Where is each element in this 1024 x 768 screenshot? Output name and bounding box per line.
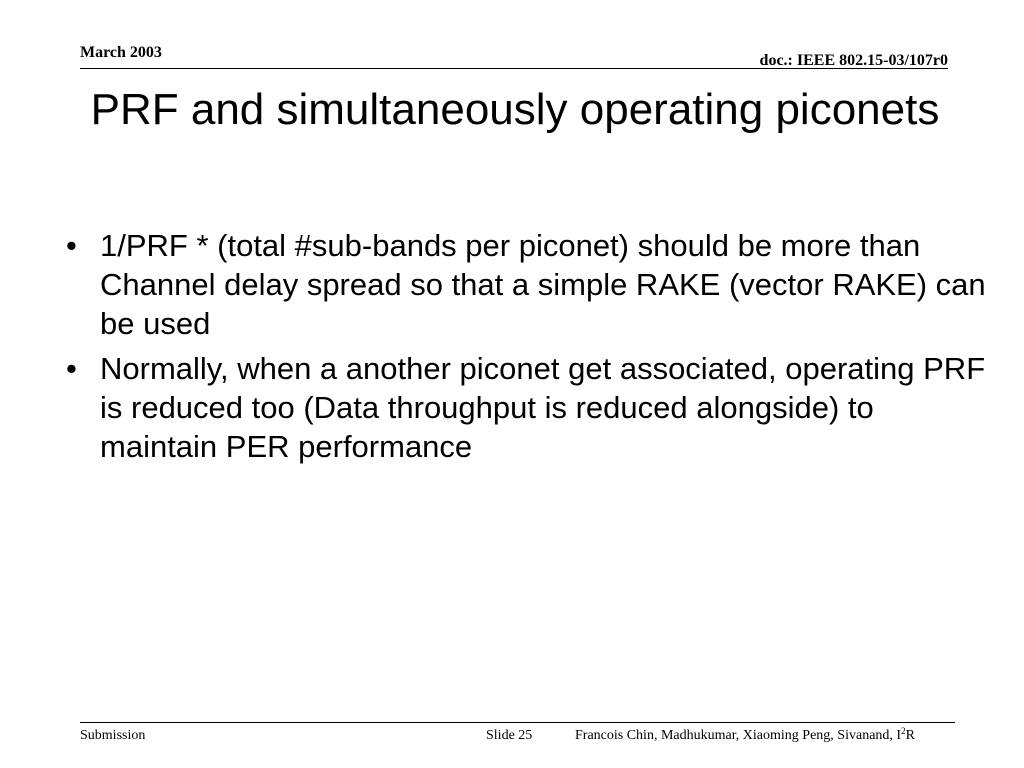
bullet-text: 1/PRF * (total #sub-bands per piconet) should be more than Channel delay spread so that a simple RAKE (vector RAKE) can be used: [100, 228, 986, 341]
header-doc-id: doc.: IEEE 802.15-03/107r0: [759, 52, 948, 69]
header-divider: [80, 68, 948, 69]
bullet-marker: •: [66, 228, 77, 263]
bullet-text: Normally, when a another piconet get associated, operating PRF is reduced too (Data throughput is reduced alongside) to maintain PER performance: [100, 351, 986, 464]
bullet-item: [60, 349, 990, 466]
bullet-item: [60, 226, 990, 343]
footer-authors-names: Francois Chin, Madhukumar, Xiaoming Peng, Sivanand, I: [575, 728, 902, 743]
footer-divider: [80, 722, 955, 723]
bullet-list: [60, 226, 990, 472]
footer-authors-superscript: 2: [901, 726, 906, 736]
bullet-marker: •: [66, 351, 77, 386]
footer-submission: Submission: [80, 728, 146, 743]
footer-slide-number: Slide 25: [486, 728, 533, 743]
slide-title: PRF and simultaneously operating piconets: [90, 85, 940, 134]
footer-authors: [575, 728, 915, 744]
header-date: March 2003: [80, 44, 162, 61]
footer-authors-suffix: R: [905, 728, 915, 743]
